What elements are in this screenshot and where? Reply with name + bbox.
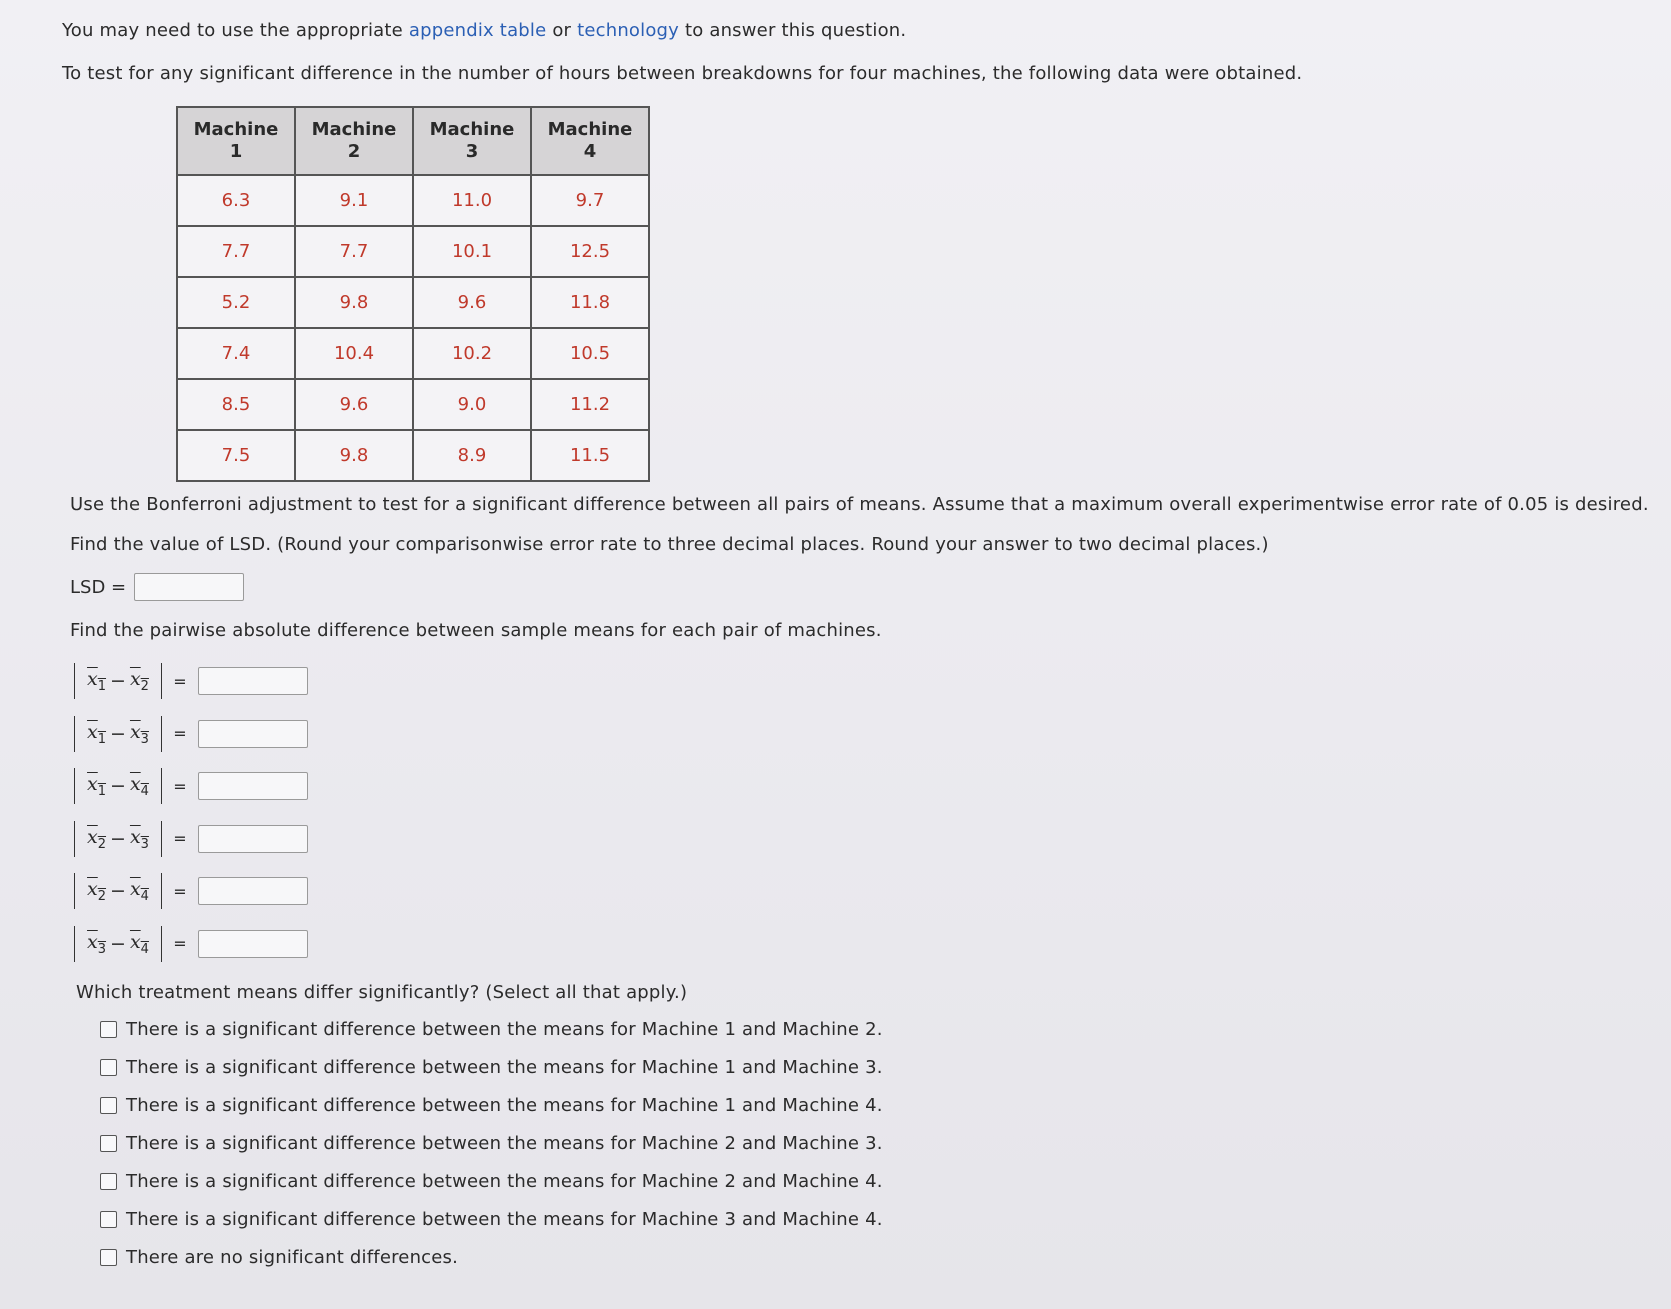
table-cell: 9.0 bbox=[413, 379, 531, 430]
intro-after: to answer this question. bbox=[679, 20, 907, 41]
option-no-differences[interactable] bbox=[100, 1238, 883, 1276]
option-label: There are no significant differences. bbox=[126, 1246, 459, 1268]
significance-options bbox=[100, 1010, 883, 1276]
table-row bbox=[177, 430, 649, 481]
option-machine-3-4[interactable] bbox=[100, 1200, 883, 1238]
lsd-input[interactable] bbox=[134, 573, 244, 601]
header-machine-2: Machine 2 bbox=[295, 107, 413, 175]
header-machine-1: Machine 1 bbox=[177, 107, 295, 175]
table-row bbox=[177, 226, 649, 277]
checkbox[interactable] bbox=[100, 1097, 117, 1114]
table-cell: 7.7 bbox=[177, 226, 295, 277]
equals-sign: = bbox=[173, 671, 187, 691]
table-cell: 8.5 bbox=[177, 379, 295, 430]
table-cell: 6.3 bbox=[177, 175, 295, 226]
pair-row-2-3 bbox=[74, 813, 308, 866]
option-machine-2-3[interactable] bbox=[100, 1124, 883, 1162]
header-machine-4: Machine 4 bbox=[531, 107, 649, 175]
table-cell: 9.8 bbox=[295, 430, 413, 481]
table-cell: 11.0 bbox=[413, 175, 531, 226]
pairwise-question: Find the pairwise absolute difference between sample means for each pair of machines. bbox=[70, 620, 882, 641]
abs-diff-expression: $x_1$ − $x_4$ bbox=[74, 768, 162, 804]
header-machine-3: Machine 3 bbox=[413, 107, 531, 175]
table-cell: 5.2 bbox=[177, 277, 295, 328]
table-cell: 7.5 bbox=[177, 430, 295, 481]
equals-sign: = bbox=[173, 934, 187, 954]
table-cell: 11.8 bbox=[531, 277, 649, 328]
option-label: There is a significant difference between the means for Machine 1 and Machine 4. bbox=[126, 1094, 883, 1116]
table-cell: 9.6 bbox=[413, 277, 531, 328]
table-cell: 10.1 bbox=[413, 226, 531, 277]
option-label: There is a significant difference between the means for Machine 1 and Machine 3. bbox=[126, 1056, 883, 1078]
appendix-table-link[interactable]: appendix table bbox=[408, 20, 547, 41]
pair-row-1-2 bbox=[74, 655, 308, 708]
checkbox[interactable] bbox=[100, 1249, 117, 1266]
option-machine-1-4[interactable] bbox=[100, 1086, 883, 1124]
diff-input-1-3[interactable] bbox=[198, 720, 308, 748]
abs-diff-expression: $x_2$ − $x_3$ bbox=[74, 821, 162, 857]
table-row bbox=[177, 328, 649, 379]
table-cell: 8.9 bbox=[413, 430, 531, 481]
lsd-label: LSD = bbox=[70, 576, 127, 598]
option-machine-1-3[interactable] bbox=[100, 1048, 883, 1086]
pair-row-2-4 bbox=[74, 865, 308, 918]
checkbox[interactable] bbox=[100, 1059, 117, 1076]
checkbox[interactable] bbox=[100, 1135, 117, 1152]
lsd-answer-row bbox=[70, 573, 244, 601]
option-machine-2-4[interactable] bbox=[100, 1162, 883, 1200]
equals-sign: = bbox=[173, 724, 187, 744]
pair-row-1-3 bbox=[74, 708, 308, 761]
abs-diff-expression: $x_3$ − $x_4$ bbox=[74, 926, 162, 962]
pair-row-1-4 bbox=[74, 760, 308, 813]
equals-sign: = bbox=[173, 829, 187, 849]
lsd-question: Find the value of LSD. (Round your comparisonwise error rate to three decimal places. Round your answer to two decimal places.) bbox=[70, 534, 1269, 555]
diff-input-2-3[interactable] bbox=[198, 825, 308, 853]
diff-input-2-4[interactable] bbox=[198, 877, 308, 905]
problem-text: To test for any significant difference in the number of hours between breakdowns for four machines, the following data were obtained. bbox=[62, 63, 1303, 84]
table-cell: 11.2 bbox=[531, 379, 649, 430]
option-label: There is a significant difference between the means for Machine 2 and Machine 4. bbox=[126, 1170, 883, 1192]
bonferroni-instructions: Use the Bonferroni adjustment to test for a significant difference between all pairs of means. Assume that a maximum overall experimentwise error rate of 0.05 is desired. bbox=[70, 494, 1649, 515]
table-cell: 9.7 bbox=[531, 175, 649, 226]
table-cell: 11.5 bbox=[531, 430, 649, 481]
table-cell: 9.8 bbox=[295, 277, 413, 328]
intro-middle: or bbox=[546, 20, 578, 41]
checkbox[interactable] bbox=[100, 1173, 117, 1190]
table-cell: 12.5 bbox=[531, 226, 649, 277]
checkbox[interactable] bbox=[100, 1021, 117, 1038]
option-machine-1-2[interactable] bbox=[100, 1010, 883, 1048]
table-row bbox=[177, 277, 649, 328]
option-label: There is a significant difference between the means for Machine 3 and Machine 4. bbox=[126, 1208, 883, 1230]
intro-text bbox=[62, 20, 906, 41]
table-cell: 9.1 bbox=[295, 175, 413, 226]
intro-before: You may need to use the appropriate bbox=[62, 20, 409, 41]
diff-input-1-4[interactable] bbox=[198, 772, 308, 800]
abs-diff-expression: $x_1$ − $x_2$ bbox=[74, 663, 162, 699]
pair-row-3-4 bbox=[74, 918, 308, 971]
machine-data-table bbox=[176, 106, 650, 482]
significance-question: Which treatment means differ significantly? (Select all that apply.) bbox=[76, 982, 688, 1003]
table-cell: 9.6 bbox=[295, 379, 413, 430]
diff-input-3-4[interactable] bbox=[198, 930, 308, 958]
option-label: There is a significant difference between the means for Machine 1 and Machine 2. bbox=[126, 1018, 883, 1040]
equals-sign: = bbox=[173, 776, 187, 796]
table-cell: 7.4 bbox=[177, 328, 295, 379]
table-cell: 10.4 bbox=[295, 328, 413, 379]
table-row bbox=[177, 379, 649, 430]
table-row bbox=[177, 175, 649, 226]
table-header-row bbox=[177, 107, 649, 175]
pairwise-differences bbox=[74, 655, 308, 970]
technology-link[interactable]: technology bbox=[577, 20, 680, 41]
equals-sign: = bbox=[173, 881, 187, 901]
table-cell: 10.5 bbox=[531, 328, 649, 379]
option-label: There is a significant difference between the means for Machine 2 and Machine 3. bbox=[126, 1132, 883, 1154]
checkbox[interactable] bbox=[100, 1211, 117, 1228]
table-cell: 7.7 bbox=[295, 226, 413, 277]
diff-input-1-2[interactable] bbox=[198, 667, 308, 695]
abs-diff-expression: $x_2$ − $x_4$ bbox=[74, 873, 162, 909]
table-cell: 10.2 bbox=[413, 328, 531, 379]
abs-diff-expression: $x_1$ − $x_3$ bbox=[74, 716, 162, 752]
